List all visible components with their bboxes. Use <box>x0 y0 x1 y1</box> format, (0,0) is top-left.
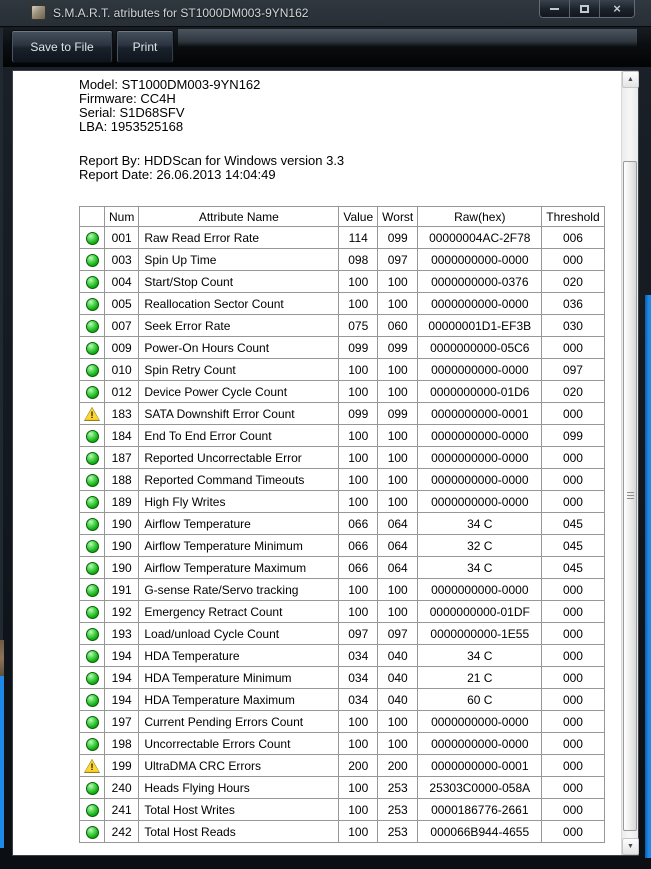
status-ok-icon <box>86 628 99 641</box>
cell-value: 100 <box>339 491 378 513</box>
cell-threshold: 000 <box>542 601 604 623</box>
cell-threshold: 000 <box>542 579 604 601</box>
cell-worst: 100 <box>378 469 418 491</box>
status-ok-icon <box>86 320 99 333</box>
cell-value: 100 <box>339 425 378 447</box>
table-row <box>80 689 605 711</box>
cell-value: 100 <box>339 469 378 491</box>
table-row <box>80 491 605 513</box>
cell-raw: 0000000000-0000 <box>418 491 542 513</box>
cell-worst: 253 <box>378 821 418 843</box>
titlebar[interactable] <box>0 0 651 27</box>
cell-status <box>80 535 105 557</box>
cell-value: 100 <box>339 381 378 403</box>
cell-threshold: 036 <box>542 293 604 315</box>
status-ok-icon <box>86 386 99 399</box>
cell-raw: 0000000000-05C6 <box>418 337 542 359</box>
cell-num: 184 <box>105 425 139 447</box>
status-ok-icon <box>86 254 99 267</box>
status-ok-icon <box>86 716 99 729</box>
table-row <box>80 733 605 755</box>
cell-threshold: 000 <box>542 821 604 843</box>
cell-worst: 060 <box>378 315 418 337</box>
status-ok-icon <box>86 474 99 487</box>
status-ok-icon <box>86 276 99 289</box>
cell-attribute-name: SATA Downshift Error Count <box>139 403 339 425</box>
cell-raw: 0000000000-0000 <box>418 293 542 315</box>
cell-attribute-name: Total Host Reads <box>139 821 339 843</box>
cell-status <box>80 513 105 535</box>
cell-raw: 0000000000-0000 <box>418 359 542 381</box>
window-title: S.M.A.R.T. atributes for ST1000DM003-9YN162 <box>53 6 309 20</box>
cell-num: 190 <box>105 557 139 579</box>
cell-value: 114 <box>339 227 378 249</box>
cell-worst: 100 <box>378 271 418 293</box>
cell-threshold: 099 <box>542 425 604 447</box>
scrollbar-thumb[interactable] <box>623 161 637 831</box>
cell-attribute-name: Heads Flying Hours <box>139 777 339 799</box>
cell-status <box>80 755 105 777</box>
cell-worst: 100 <box>378 601 418 623</box>
cell-value: 100 <box>339 821 378 843</box>
window-controls <box>539 0 635 18</box>
cell-status <box>80 337 105 359</box>
cell-threshold: 000 <box>542 667 604 689</box>
table-row <box>80 293 605 315</box>
cell-threshold: 000 <box>542 249 604 271</box>
cell-value: 034 <box>339 645 378 667</box>
cell-value: 100 <box>339 601 378 623</box>
cell-raw: 0000000000-1E55 <box>418 623 542 645</box>
header-num: Num <box>105 207 139 227</box>
table-row <box>80 777 605 799</box>
cell-status <box>80 557 105 579</box>
cell-value: 099 <box>339 403 378 425</box>
cell-attribute-name: High Fly Writes <box>139 491 339 513</box>
cell-num: 189 <box>105 491 139 513</box>
status-ok-icon <box>86 232 99 245</box>
status-ok-icon <box>86 452 99 465</box>
status-warning-icon: ! <box>84 759 100 773</box>
drive-firmware: Firmware: CC4H <box>79 91 176 106</box>
scrollbar-grip-icon <box>627 492 634 499</box>
cell-attribute-name: Uncorrectable Errors Count <box>139 733 339 755</box>
cell-raw: 34 C <box>418 645 542 667</box>
cell-raw: 0000186776-2661 <box>418 799 542 821</box>
table-row <box>80 755 605 777</box>
smart-attributes-table <box>79 206 605 843</box>
cell-attribute-name: Spin Retry Count <box>139 359 339 381</box>
cell-raw: 34 C <box>418 557 542 579</box>
cell-threshold: 045 <box>542 557 604 579</box>
cell-worst: 040 <box>378 667 418 689</box>
table-row <box>80 271 605 293</box>
cell-num: 191 <box>105 579 139 601</box>
cell-num: 190 <box>105 513 139 535</box>
cell-raw: 0000000000-0000 <box>418 579 542 601</box>
cell-num: 005 <box>105 293 139 315</box>
cell-worst: 100 <box>378 359 418 381</box>
cell-num: 194 <box>105 689 139 711</box>
desktop-edge-left <box>0 28 3 640</box>
table-row <box>80 711 605 733</box>
cell-num: 004 <box>105 271 139 293</box>
cell-attribute-name: HDA Temperature Minimum <box>139 667 339 689</box>
cell-num: 187 <box>105 447 139 469</box>
cell-num: 010 <box>105 359 139 381</box>
cell-num: 188 <box>105 469 139 491</box>
status-ok-icon <box>86 584 99 597</box>
cell-attribute-name: Start/Stop Count <box>139 271 339 293</box>
report-by: Report By: HDDScan for Windows version 3.3 <box>79 153 345 168</box>
cell-threshold: 000 <box>542 337 604 359</box>
cell-raw: 34 C <box>418 513 542 535</box>
cell-worst: 100 <box>378 579 418 601</box>
status-ok-icon <box>86 672 99 685</box>
scroll-up-button[interactable] <box>622 71 639 88</box>
close-button[interactable] <box>600 0 634 17</box>
cell-status <box>80 293 105 315</box>
table-row <box>80 469 605 491</box>
cell-status <box>80 403 105 425</box>
drive-info-block <box>79 78 344 182</box>
cell-raw: 0000000000-01D6 <box>418 381 542 403</box>
scroll-down-icon: ▼ <box>627 843 634 850</box>
status-ok-icon <box>86 782 99 795</box>
cell-raw: 00000001D1-EF3B <box>418 315 542 337</box>
cell-raw: 000066B944-4655 <box>418 821 542 843</box>
status-ok-icon <box>86 298 99 311</box>
cell-worst: 040 <box>378 689 418 711</box>
cell-value: 034 <box>339 689 378 711</box>
cell-threshold: 000 <box>542 491 604 513</box>
cell-threshold: 000 <box>542 645 604 667</box>
cell-attribute-name: Power-On Hours Count <box>139 337 339 359</box>
toolbar <box>0 27 651 67</box>
minimize-icon <box>550 8 559 10</box>
cell-value: 100 <box>339 447 378 469</box>
status-ok-icon <box>86 826 99 839</box>
header-threshold: Threshold <box>542 207 604 227</box>
table-row <box>80 821 605 843</box>
cell-value: 100 <box>339 579 378 601</box>
drive-serial: Serial: S1D68SFV <box>79 105 185 120</box>
cell-threshold: 000 <box>542 733 604 755</box>
cell-attribute-name: Airflow Temperature Minimum <box>139 535 339 557</box>
header-worst: Worst <box>378 207 418 227</box>
table-row <box>80 359 605 381</box>
cell-raw: 0000000000-0000 <box>418 733 542 755</box>
cell-attribute-name: G-sense Rate/Servo tracking <box>139 579 339 601</box>
cell-threshold: 097 <box>542 359 604 381</box>
cell-status <box>80 623 105 645</box>
status-ok-icon <box>86 804 99 817</box>
status-ok-icon <box>86 364 99 377</box>
attribute-table-body <box>80 227 605 843</box>
cell-status <box>80 645 105 667</box>
scroll-up-icon: ▲ <box>627 76 634 83</box>
header-raw: Raw(hex) <box>418 207 542 227</box>
cell-value: 066 <box>339 535 378 557</box>
cell-worst: 100 <box>378 381 418 403</box>
cell-value: 075 <box>339 315 378 337</box>
cell-raw: 0000000000-0001 <box>418 403 542 425</box>
desktop-edge-left-blue <box>0 676 4 848</box>
cell-num: 194 <box>105 667 139 689</box>
cell-attribute-name: Seek Error Rate <box>139 315 339 337</box>
table-row <box>80 337 605 359</box>
cell-num: 183 <box>105 403 139 425</box>
cell-worst: 064 <box>378 535 418 557</box>
cell-num: 241 <box>105 799 139 821</box>
cell-raw: 0000000000-0000 <box>418 425 542 447</box>
cell-value: 200 <box>339 755 378 777</box>
header-attribute-name: Attribute Name <box>139 207 339 227</box>
cell-attribute-name: HDA Temperature Maximum <box>139 689 339 711</box>
table-row <box>80 601 605 623</box>
cell-worst: 064 <box>378 513 418 535</box>
desktop-edge-left-detail <box>0 640 4 676</box>
cell-status <box>80 425 105 447</box>
drive-model: Model: ST1000DM003-9YN162 <box>79 77 261 92</box>
status-ok-icon <box>86 562 99 575</box>
print-button[interactable]: Print <box>116 30 174 63</box>
cell-value: 100 <box>339 711 378 733</box>
cell-num: 198 <box>105 733 139 755</box>
cell-value: 100 <box>339 293 378 315</box>
cell-value: 066 <box>339 513 378 535</box>
cell-worst: 097 <box>378 623 418 645</box>
cell-status <box>80 447 105 469</box>
minimize-button[interactable] <box>540 0 570 17</box>
report-date: Report Date: 26.06.2013 14:04:49 <box>79 167 276 182</box>
drive-lba: LBA: 1953525168 <box>79 119 184 134</box>
cell-attribute-name: Total Host Writes <box>139 799 339 821</box>
table-row <box>80 249 605 271</box>
cell-threshold: 000 <box>542 689 604 711</box>
cell-num: 001 <box>105 227 139 249</box>
cell-status <box>80 469 105 491</box>
close-icon: × <box>613 1 621 16</box>
cell-value: 034 <box>339 667 378 689</box>
cell-value: 097 <box>339 623 378 645</box>
cell-status <box>80 711 105 733</box>
cell-attribute-name: HDA Temperature <box>139 645 339 667</box>
cell-num: 242 <box>105 821 139 843</box>
cell-status <box>80 799 105 821</box>
cell-num: 197 <box>105 711 139 733</box>
cell-raw: 32 C <box>418 535 542 557</box>
table-row <box>80 381 605 403</box>
table-row <box>80 645 605 667</box>
status-warning-icon: ! <box>84 407 100 421</box>
status-ok-icon <box>86 518 99 531</box>
cell-value: 099 <box>339 337 378 359</box>
cell-worst: 253 <box>378 777 418 799</box>
cell-worst: 099 <box>378 403 418 425</box>
cell-raw: 0000000000-01DF <box>418 601 542 623</box>
cell-worst: 200 <box>378 755 418 777</box>
status-ok-icon <box>86 694 99 707</box>
cell-value: 100 <box>339 733 378 755</box>
cell-attribute-name: Reported Uncorrectable Error <box>139 447 339 469</box>
cell-num: 012 <box>105 381 139 403</box>
cell-status <box>80 359 105 381</box>
cell-threshold: 045 <box>542 535 604 557</box>
cell-status <box>80 667 105 689</box>
cell-raw: 0000000000-0000 <box>418 249 542 271</box>
cell-threshold: 000 <box>542 777 604 799</box>
cell-worst: 253 <box>378 799 418 821</box>
cell-status <box>80 733 105 755</box>
status-ok-icon <box>86 738 99 751</box>
report-content <box>12 70 639 856</box>
cell-attribute-name: Airflow Temperature Maximum <box>139 557 339 579</box>
cell-num: 194 <box>105 645 139 667</box>
desktop-edge-right-blue <box>645 295 651 858</box>
cell-status <box>80 227 105 249</box>
cell-attribute-name: Airflow Temperature <box>139 513 339 535</box>
cell-raw: 0000000000-0376 <box>418 271 542 293</box>
cell-worst: 099 <box>378 227 418 249</box>
cell-status <box>80 381 105 403</box>
status-ok-icon <box>86 430 99 443</box>
cell-status <box>80 271 105 293</box>
cell-status <box>80 315 105 337</box>
status-ok-icon <box>86 606 99 619</box>
table-row <box>80 227 605 249</box>
cell-attribute-name: Current Pending Errors Count <box>139 711 339 733</box>
cell-status <box>80 491 105 513</box>
cell-status <box>80 579 105 601</box>
cell-worst: 100 <box>378 425 418 447</box>
cell-status <box>80 777 105 799</box>
cell-attribute-name: End To End Error Count <box>139 425 339 447</box>
cell-num: 240 <box>105 777 139 799</box>
header-status <box>80 207 105 227</box>
table-row <box>80 667 605 689</box>
table-row <box>80 513 605 535</box>
cell-num: 003 <box>105 249 139 271</box>
app-icon <box>31 5 46 20</box>
cell-attribute-name: Load/unload Cycle Count <box>139 623 339 645</box>
header-value: Value <box>339 207 378 227</box>
cell-worst: 099 <box>378 337 418 359</box>
cell-num: 192 <box>105 601 139 623</box>
cell-worst: 097 <box>378 249 418 271</box>
cell-worst: 100 <box>378 447 418 469</box>
cell-attribute-name: UltraDMA CRC Errors <box>139 755 339 777</box>
cell-num: 007 <box>105 315 139 337</box>
cell-threshold: 000 <box>542 623 604 645</box>
cell-value: 098 <box>339 249 378 271</box>
cell-raw: 0000000000-0000 <box>418 447 542 469</box>
cell-raw: 0000000000-0000 <box>418 469 542 491</box>
scroll-down-button[interactable] <box>622 838 639 855</box>
cell-num: 009 <box>105 337 139 359</box>
cell-worst: 064 <box>378 557 418 579</box>
cell-threshold: 000 <box>542 403 604 425</box>
maximize-button[interactable] <box>570 0 600 17</box>
cell-threshold: 000 <box>542 799 604 821</box>
status-ok-icon <box>86 496 99 509</box>
table-row <box>80 557 605 579</box>
cell-value: 066 <box>339 557 378 579</box>
status-ok-icon <box>86 650 99 663</box>
table-row <box>80 579 605 601</box>
cell-value: 100 <box>339 799 378 821</box>
cell-threshold: 000 <box>542 755 604 777</box>
table-row <box>80 799 605 821</box>
table-row <box>80 535 605 557</box>
cell-attribute-name: Spin Up Time <box>139 249 339 271</box>
table-row <box>80 403 605 425</box>
cell-status <box>80 601 105 623</box>
cell-worst: 100 <box>378 491 418 513</box>
cell-raw: 00000004AC-2F78 <box>418 227 542 249</box>
cell-status <box>80 821 105 843</box>
save-to-file-button[interactable]: Save to File <box>11 30 113 63</box>
cell-value: 100 <box>339 271 378 293</box>
cell-threshold: 020 <box>542 381 604 403</box>
cell-value: 100 <box>339 359 378 381</box>
cell-status <box>80 689 105 711</box>
cell-attribute-name: Reallocation Sector Count <box>139 293 339 315</box>
table-row <box>80 315 605 337</box>
cell-threshold: 045 <box>542 513 604 535</box>
table-row <box>80 425 605 447</box>
cell-threshold: 020 <box>542 271 604 293</box>
cell-raw: 60 C <box>418 689 542 711</box>
cell-num: 190 <box>105 535 139 557</box>
cell-attribute-name: Emergency Retract Count <box>139 601 339 623</box>
cell-attribute-name: Device Power Cycle Count <box>139 381 339 403</box>
cell-threshold: 000 <box>542 447 604 469</box>
cell-threshold: 030 <box>542 315 604 337</box>
cell-raw: 0000000000-0001 <box>418 755 542 777</box>
maximize-icon <box>580 5 589 13</box>
cell-attribute-name: Reported Command Timeouts <box>139 469 339 491</box>
cell-num: 199 <box>105 755 139 777</box>
cell-value: 100 <box>339 777 378 799</box>
cell-num: 193 <box>105 623 139 645</box>
table-header-row <box>80 207 605 227</box>
cell-threshold: 000 <box>542 469 604 491</box>
toolbar-sheen <box>178 29 637 47</box>
table-row <box>80 447 605 469</box>
cell-status <box>80 249 105 271</box>
cell-raw: 0000000000-0000 <box>418 711 542 733</box>
cell-worst: 100 <box>378 293 418 315</box>
cell-threshold: 006 <box>542 227 604 249</box>
cell-raw: 21 C <box>418 667 542 689</box>
status-ok-icon <box>86 540 99 553</box>
cell-threshold: 000 <box>542 711 604 733</box>
cell-worst: 040 <box>378 645 418 667</box>
status-ok-icon <box>86 342 99 355</box>
table-row <box>80 623 605 645</box>
cell-worst: 100 <box>378 733 418 755</box>
cell-attribute-name: Raw Read Error Rate <box>139 227 339 249</box>
table-header <box>80 207 605 227</box>
cell-raw: 25303C0000-058A <box>418 777 542 799</box>
vertical-scrollbar[interactable] <box>621 71 638 855</box>
cell-worst: 100 <box>378 711 418 733</box>
